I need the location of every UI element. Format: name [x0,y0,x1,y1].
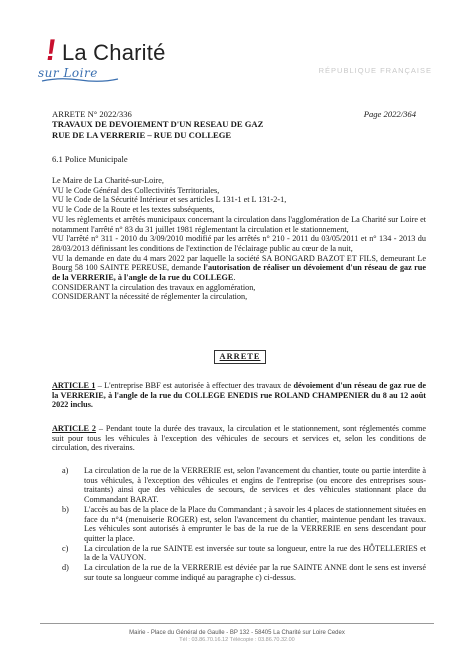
considerant-line: CONSIDERANT la circulation des travaux en agglomération, [52,282,256,292]
considerations [52,176,426,302]
page-number: Page 2022/364 [363,109,416,119]
list-item [62,563,426,582]
list-marker: c) [62,543,69,553]
document-title [52,119,332,140]
list-item-text: L'accès au bas de la place de la Place du Commandant ; à savoir les 4 places de stationnement situées en face du n°4 (menuiserie ROGER) est, selon l'avancement du chantier, maintenue pendant les travaux. Les véhicules sont autorisés à emprunter le bas de la rue de la VERRERIE en sens descendant pour quitter la place. [84,504,426,543]
logo-name: La Charité [62,40,166,65]
list-item [62,466,426,505]
request-bold-text: l'autorisation de réaliser un dévoiement d'un réseau de gaz rue de la VERRERIE, à l'angle de la rue du COLLEGE [52,263,426,283]
footer-address: Mairie - Place du Général de Gaulle - BP 132 - 58405 La Charité sur Loire Cedex [129,630,345,636]
request-text: VU la demande en date du 4 mars 2022 par laquelle la société SA BONGARD BAZOT ET FILS, demeurant Le Bourg 58 100 SAINTE PEREUSE, demande [52,253,426,273]
logo-mark: ! [43,34,59,67]
list-marker: a) [62,466,69,475]
considerant-line: CONSIDERANT la nécessité de réglementer la circulation, [52,292,248,302]
article-1 [52,381,426,410]
article-2 [52,424,426,453]
vu-line: VU l'arrêté n° 311 - 2010 du 3/09/2010 modifié par les arrêtés n° 210 - 2011 du 03/05/2011 et n° 134 - 2013 du 28/03/2013 définissant les conditions de l'extinction de l'éclairage public au cœur de la nuit, [52,234,426,253]
republic-watermark: RÉPUBLIQUE FRANÇAISE [318,66,432,75]
footer-contact: Tél : 03.86.70.16.12 Télécopie : 03.86.70.32.00 [179,637,295,643]
list-marker: b) [62,504,69,514]
list-item-text: La circulation de la rue de la VERRERIE est, selon l'avancement du chantier, toute ou partie interdite à tous véhicules, à l'exception des véhicules et engins de l'entreprise (ou encore des entreprises sous-traitants) ainsi que des véhicules de secours, de services et des véhicules stationnant place du Commandant BARAT. [84,466,426,505]
list-item [62,544,426,563]
title-line-2: RUE DE LA VERRERIE – RUE DU COLLEGE [52,129,232,140]
regulation-list [62,466,426,582]
list-marker: d) [62,563,69,573]
article-1-bold-text: dévoiement d'un réseau de gaz rue de la VERRERIE, à l'angle de la rue du COLLEGE ENEDIS rue ROLAND CHAMPENIER du 8 au 12 août 2022 inclus. [52,381,426,410]
arrete-heading: ARRETE [214,350,266,364]
vu-line: VU les règlements et arrêtés municipaux concernant la circulation dans l'agglomération de La Charité sur Loire et notamment l'arrêté n° 83 du 31 juillet 1981 réglementant la circulation et le stationnement, [52,214,426,234]
article-1-text: – L'entreprise BBF est autorisée à effectuer des travaux de [95,381,294,390]
article-2-label: ARTICLE 2 [52,424,97,433]
request-end: . [233,273,236,283]
list-item-text: La circulation de la rue de la VERRERIE est déviée par la rue SAINTE ANNE dont le sens est inversé sur toute sa longueur comme indiqué au paragraphe c) ci-dessus. [84,563,426,582]
vu-line: VU le Code de la Route et les textes subséquents, [52,205,215,215]
mayor-line: Le Maire de La Charité-sur-Loire, [52,176,164,185]
arrete-number: ARRETE N° 2022/336 [52,109,132,119]
list-item-text: La circulation de la rue SAINTE est inversée sur toute sa longueur, entre la rue des HÔTELLERIES et la de la VAUYON. [84,543,426,563]
police-section: 6.1 Police Municipale [52,154,128,164]
logo-subtitle: sur Loire [38,66,98,80]
vu-line: VU le Code Général des Collectivités Territoriales, [52,185,220,195]
city-logo [38,34,200,88]
vu-request-line [52,254,426,283]
list-item [62,505,426,544]
article-1-label: ARTICLE 1 [52,381,96,390]
title-line-1: TRAVAUX DE DEVOIEMENT D'UN RESEAU DE GAZ [52,119,264,129]
logo-wave-icon [40,76,120,84]
vu-line: VU le Code de la Sécurité Intérieur et ses articles L 131-1 et L 131-2-1, [52,195,287,205]
footer-divider [40,623,434,624]
article-2-text: – Pendant toute la durée des travaux, la circulation et le stationnement, sont réglementés comme suit pour tous les véhicules à l'exception des véhicules de secours et services et, selon les conditions de circulation, des riverains. [52,424,426,453]
